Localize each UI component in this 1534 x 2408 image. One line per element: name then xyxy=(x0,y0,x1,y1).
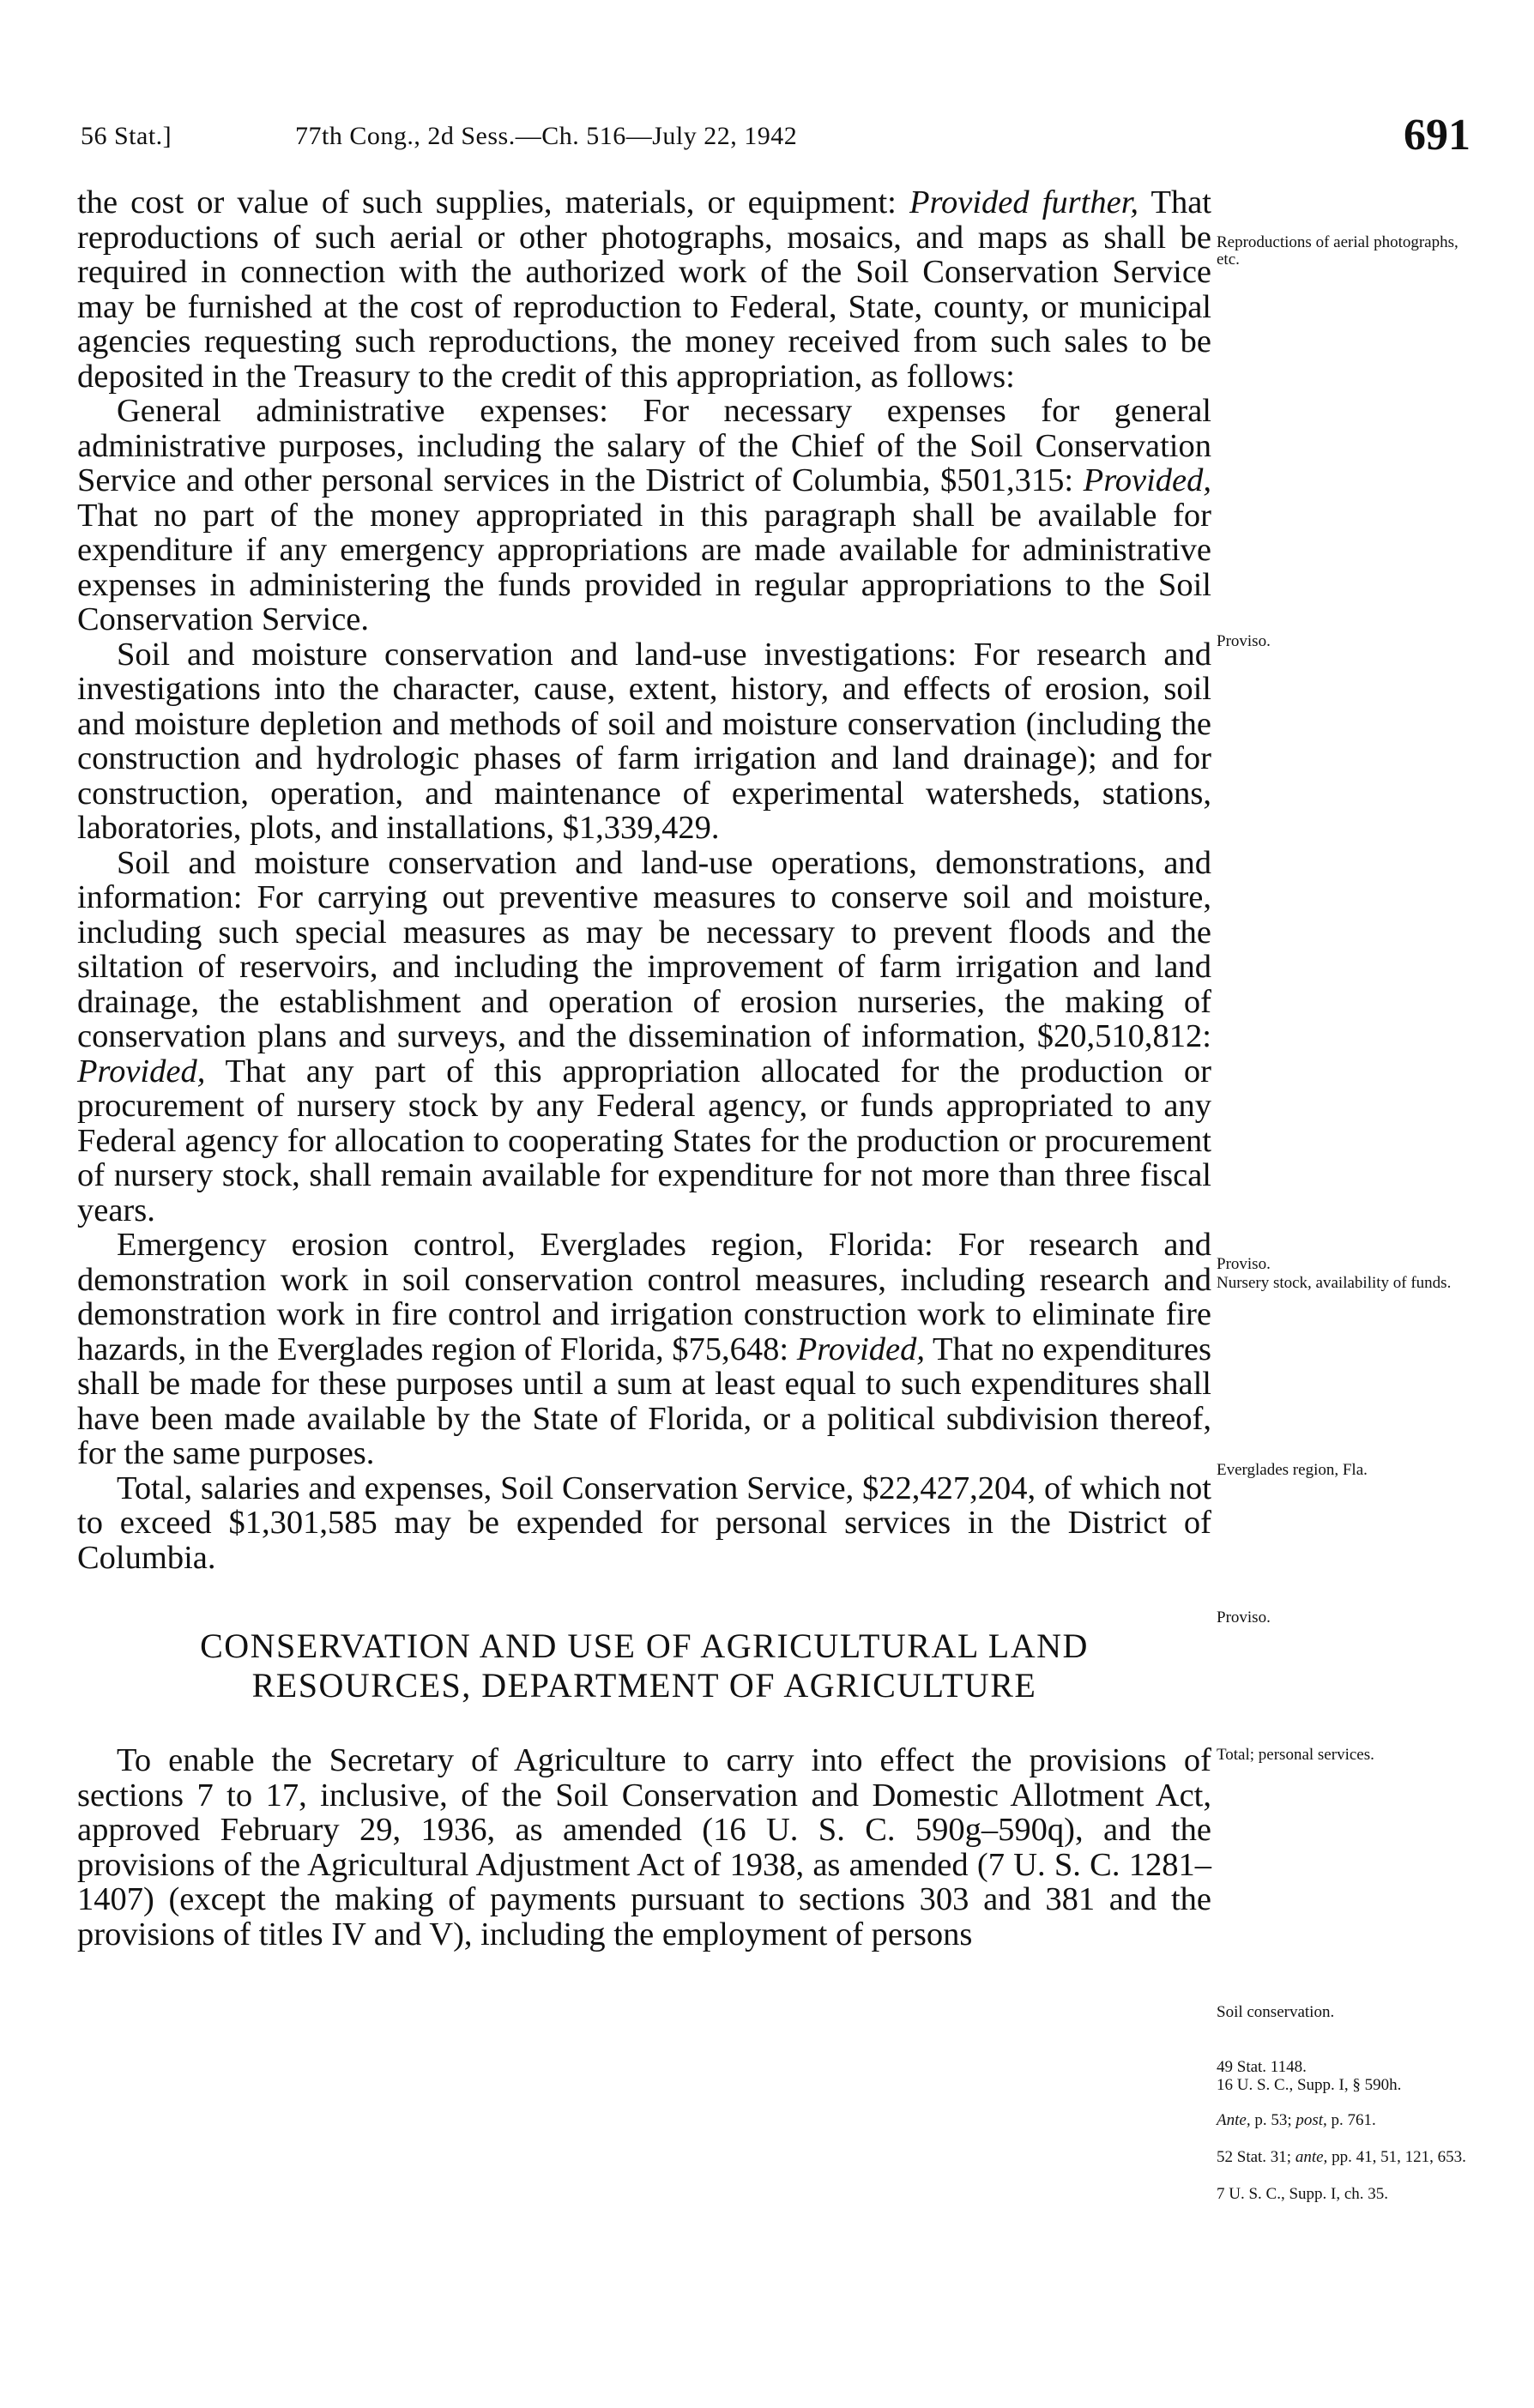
proviso-word: Provided, xyxy=(77,1053,206,1089)
margin-note-citation: Ante, p. 53; post, p. 761. xyxy=(1217,2111,1376,2129)
paragraph-5: Emergency erosion control, Everglades region, Florida: For research and demonstration work in soil conservation control measures, including research and demonstration work in fire control and irrigation construction work to eliminate fire hazards, in the Everglades region of Florida, $75,648: Provided, That no expenditures shall be made for these purposes until a sum at least equal to such expenditures shall have been made available by the State of Florida, or a political subdivision thereof, for the same purposes. xyxy=(77,1227,1211,1471)
margin-note-everglades: Everglades region, Fla. xyxy=(1217,1461,1368,1479)
margin-note-citation: 52 Stat. 31; ante, pp. 41, 51, 121, 653. xyxy=(1217,2148,1466,2166)
paragraph-2: General administrative expenses: For necessary expenses for general administrative purposes, including the salary of the Chief of the Soil Conservation Service and other personal services in the District of Columbia, $501,315: Provided, That no part of the money appropriated in this paragraph shall be available for expenditure if any emergency appropriations are made available for administrative expenses in administering the funds provided in regular appropriations to the Soil Conservation Service. xyxy=(77,393,1211,637)
paragraph-1: the cost or value of such supplies, materials, or equipment: Provided further, That reproductions of such aerial or other photographs, mosaics, and maps as shall be required in connection with the authorized work of the Soil Conservation Service may be furnished at the cost of reproduction to Federal, State, county, or municipal agencies requesting such reproductions, the money received from such sales to be deposited in the Treasury to the credit of this appropriation, as follows: xyxy=(77,184,1211,395)
stat-reference: 56 Stat.] xyxy=(81,122,172,150)
margin-note-citation: 7 U. S. C., Supp. I, ch. 35. xyxy=(1217,2185,1389,2203)
paragraph-7: To enable the Secretary of Agriculture to carry into effect the provisions of sections 7 to 17, inclusive, of the Soil Conservation and Domestic Allotment Act, approved February 29, 1936, as amended (16 U. S. C. 590g–590q), and the provisions of the Agricultural Adjustment Act of 1938, as amended (7 U. S. C. 1281–1407) (except the making of payments pursuant to sections 303 and 381 and the provisions of titles IV and V), including the employment of persons xyxy=(77,1742,1211,1952)
margin-note-citation: 49 Stat. 1148. xyxy=(1217,2058,1307,2076)
margin-note-citation: 16 U. S. C., Supp. I, § 590h. xyxy=(1217,2076,1402,2094)
paragraph-3: Soil and moisture conservation and land-use investigations: For research and investigations into the character, cause, extent, history, and effects of erosion, soil and moisture depletion and methods of soil and moisture conservation (including the construction and hydrologic phases of farm irrigation and land drainage); and for construction, operation, and maintenance of experimental watersheds, stations, laboratories, plots, and installations, $1,339,429. xyxy=(77,636,1211,846)
proviso-word: Provided further, xyxy=(909,184,1139,220)
proviso-word: Provided, xyxy=(1083,462,1211,498)
main-text xyxy=(77,185,1211,1952)
page-header xyxy=(81,110,1471,170)
proviso-word: Provided, xyxy=(796,1331,926,1367)
margin-note-total: Total; personal services. xyxy=(1217,1746,1374,1764)
section-heading: CONSERVATION AND USE OF AGRICULTURAL LAND RESOURCES, DEPARTMENT OF AGRICULTURE xyxy=(200,1626,1089,1705)
margin-note-proviso: Proviso. xyxy=(1217,632,1271,650)
margin-note-proviso: Proviso. xyxy=(1217,1608,1271,1626)
paragraph-6: Total, salaries and expenses, Soil Conservation Service, $22,427,204, of which not to exceed $1,301,585 may be expended for personal services in the District of Columbia. xyxy=(77,1470,1211,1576)
session-line: 77th Cong., 2d Sess.—Ch. 516—July 22, 1942 xyxy=(295,122,798,150)
margin-note-proviso: Proviso. xyxy=(1217,1255,1271,1273)
margin-note-nursery: Nursery stock, availability of funds. xyxy=(1217,1274,1452,1292)
paragraph-4: Soil and moisture conservation and land-use operations, demonstrations, and information: For carrying out preventive measures to conserve soil and moisture, including such special measures as may be necessary to prevent floods and the siltation of reservoirs, and including the improvement of farm irrigation and land drainage, the establishment and operation of erosion nurseries, the making of conservation plans and surveys, and the dissemination of information, $20,510,812: Provided, That any part of this appropriation allocated for the production or procurement of nursery stock by any Federal agency, or funds appropriated to any Federal agency for allocation to cooperating States for the production or procurement of nursery stock, shall remain available for expenditure for not more than three fiscal years. xyxy=(77,844,1211,1228)
margin-note-soil-conservation: Soil conservation. xyxy=(1217,2003,1335,2021)
page-number: 691 xyxy=(1404,111,1471,160)
margin-note-reproductions: Reproductions of aerial photographs, etc. xyxy=(1217,233,1459,269)
